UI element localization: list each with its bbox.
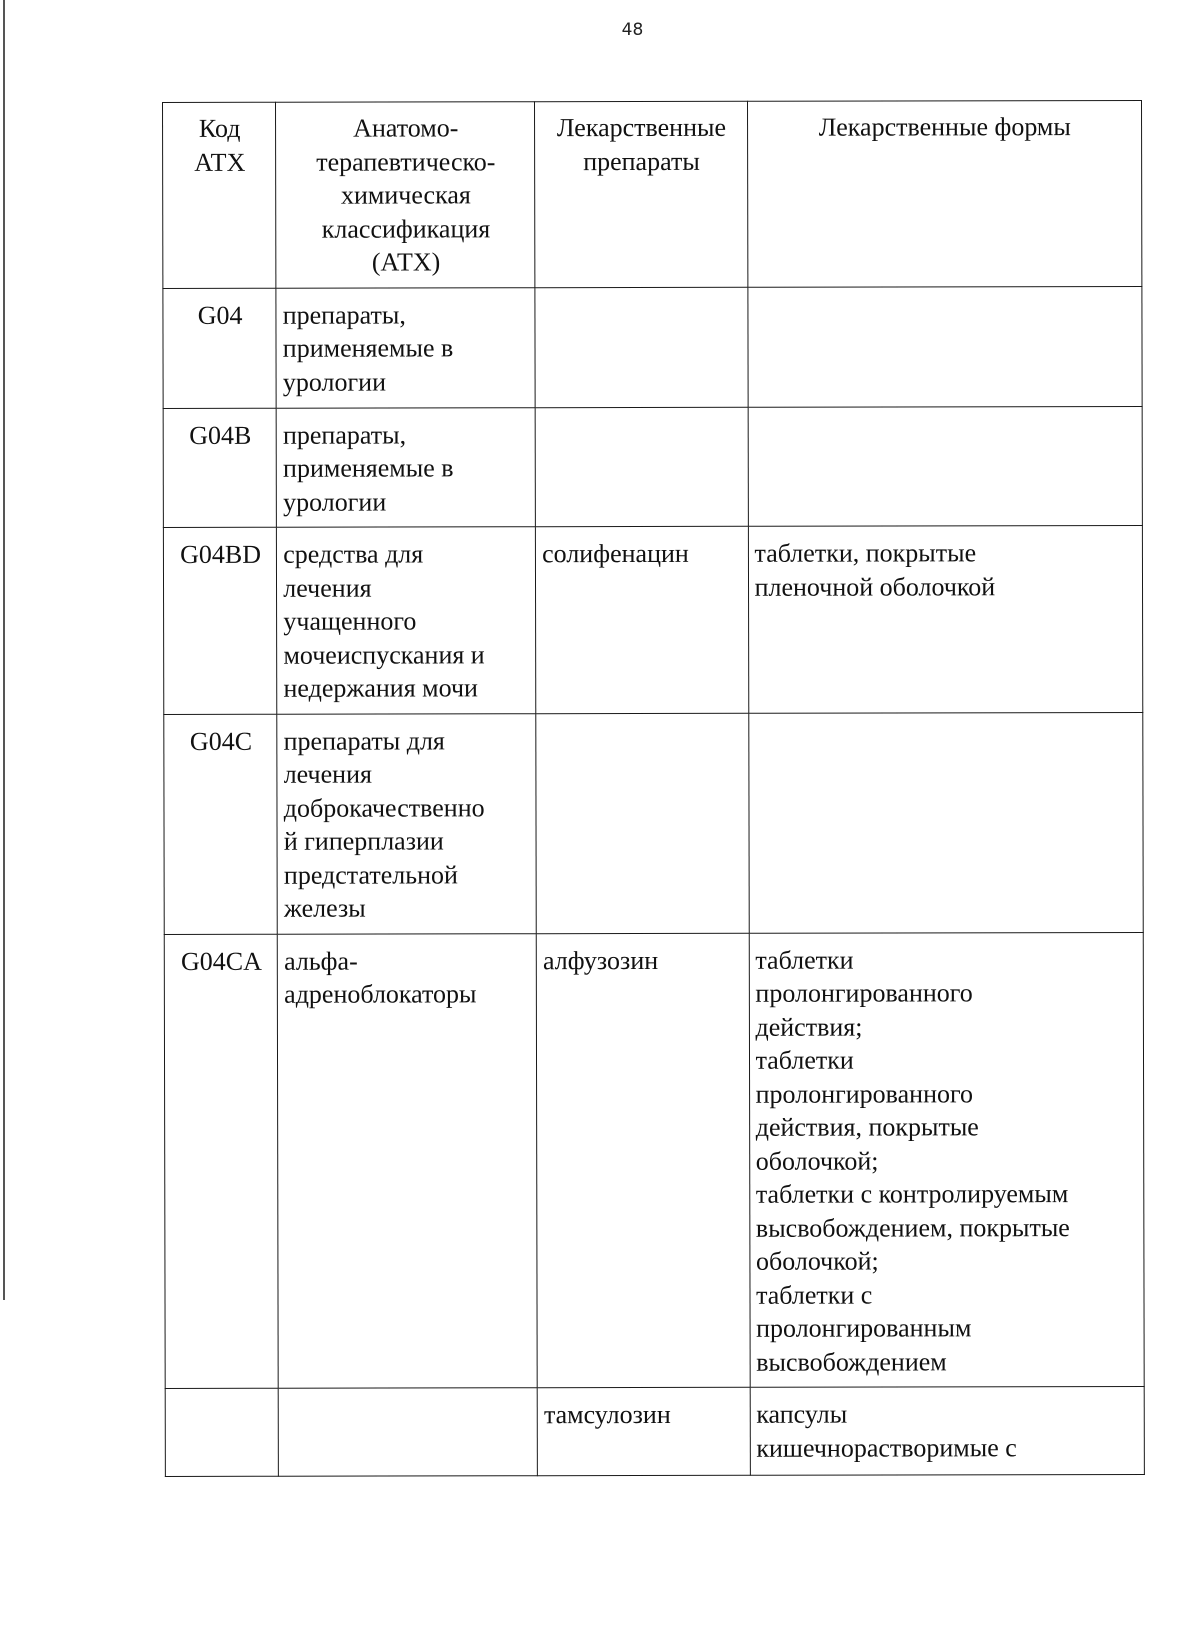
classification-cell: препараты, применяемые в урологии	[276, 407, 535, 527]
table-row	[163, 286, 1142, 408]
drug-cell	[535, 287, 748, 407]
table-row	[163, 525, 1142, 714]
dosage-form-item: таблетки, покрытые пленочной оболочкой	[754, 538, 996, 602]
forms-cell	[749, 932, 1144, 1387]
drug-cell: солифенацин	[536, 526, 749, 713]
table-body	[163, 286, 1144, 1477]
classification-cell: средства для лечения учащенного мочеиспускания и недержания мочи	[277, 527, 536, 714]
atx-code-cell	[165, 1388, 278, 1476]
atx-code-cell: G04	[163, 288, 277, 408]
atx-code-cell: G04CA	[164, 934, 278, 1389]
forms-cell	[750, 1386, 1145, 1475]
drug-cell: алфузозин	[536, 933, 749, 1388]
dosage-form-item: таблетки пролонгированного действия, покрытые оболочкой;	[755, 1045, 979, 1176]
atx-code-cell: G04BD	[163, 527, 277, 714]
header-atx-code: Код АТХ	[163, 102, 277, 288]
atx-code-cell: G04C	[164, 714, 278, 934]
header-atx-classification: Анатомо- терапевтическо- химическая классификация (АТХ)	[276, 102, 535, 288]
forms-cell	[748, 406, 1143, 526]
classification-cell	[278, 1388, 537, 1477]
scan-left-edge	[3, 0, 5, 1300]
page-number: 48	[621, 20, 644, 40]
classification-cell: альфа- адреноблокаторы	[278, 933, 538, 1388]
drug-cell	[536, 713, 749, 933]
dosage-form-item: капсулы кишечнорастворимые с	[756, 1399, 1017, 1463]
dosage-form-item: таблетки пролонгированного действия;	[755, 945, 973, 1042]
classification-cell: препараты, применяемые в урологии	[276, 287, 535, 408]
dosage-form-item: таблетки с контролируемым высвобождением, покрытые оболочкой;	[755, 1179, 1070, 1276]
classification-cell: препараты для лечения доброкачественно й гиперплазии предстательной железы	[277, 713, 536, 934]
table-row	[164, 712, 1143, 934]
atx-code-cell: G04B	[163, 408, 277, 528]
header-dosage-forms: Лекарственные формы	[747, 100, 1142, 286]
forms-cell	[748, 525, 1143, 712]
table-row	[164, 932, 1144, 1389]
forms-cell	[747, 286, 1142, 407]
forms-cell	[748, 712, 1143, 933]
table-row	[165, 1386, 1144, 1476]
drug-cell	[535, 407, 748, 527]
atx-classification-table	[162, 100, 1145, 1477]
table-header-row	[163, 100, 1142, 288]
table-row	[163, 406, 1142, 528]
drug-cell: тамсулозин	[537, 1387, 750, 1475]
header-drugs: Лекарственные препараты	[535, 101, 748, 287]
dosage-form-item: таблетки с пролонгированным высвобождением	[756, 1280, 972, 1377]
